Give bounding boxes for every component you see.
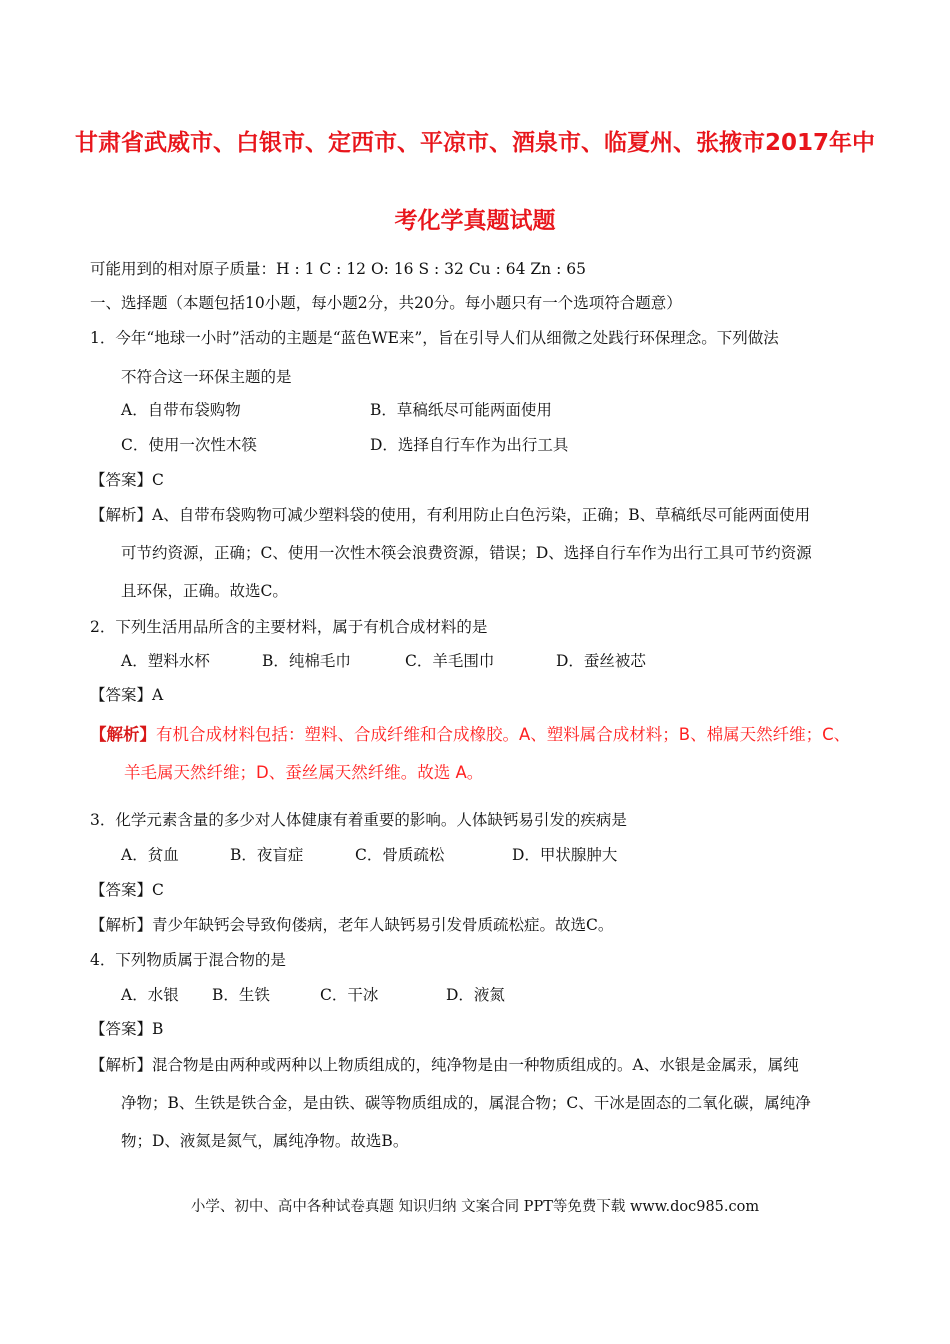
question-3-option-b: B．夜盲症 (230, 846, 304, 864)
question-3-option-a: A．贫血 (121, 846, 179, 864)
analysis-text: 青少年缺钙会导致佝偻病，老年人缺钙易引发骨质疏松症。故选C。 (152, 916, 614, 934)
footer-note: 小学、初中、高中各种试卷真题 知识归纳 文案合同 PPT等免费下载 www.doc985.com (190, 1199, 760, 1215)
question-2-option-c: C．羊毛围巾 (405, 652, 495, 670)
question-4-option-d: D．液氮 (446, 986, 505, 1004)
question-4-option-a: A．水银 (121, 986, 179, 1004)
question-1-answer (90, 470, 164, 490)
question-4-analysis-cont-1: 净物；B、生铁是铁合金，是由铁、碳等物质组成的，属混合物；C、干冰是固态的二氧化碳，属纯净 (121, 1094, 811, 1112)
question-2-stem: 2．下列生活用品所含的主要材料，属于有机合成材料的是 (90, 618, 488, 636)
question-2-option-b: B．纯棉毛巾 (262, 652, 351, 670)
question-1-option-b: B．草稿纸尽可能两面使用 (370, 401, 552, 419)
analysis-label: 【解析】 (90, 725, 156, 744)
question-4-option-c: C．干冰 (320, 986, 379, 1004)
question-3-analysis (90, 915, 613, 935)
question-4-answer (90, 1019, 163, 1039)
analysis-text: 混合物是由两种或两种以上物质组成的，纯净物是由一种物质组成的。A、水银是金属汞，属纯 (152, 1056, 799, 1074)
question-1-analysis (90, 505, 810, 525)
question-3-answer (90, 880, 164, 900)
question-1-option-a: A．自带布袋购物 (121, 401, 241, 419)
answer-label: 【答案】 (90, 881, 153, 899)
answer-value: C (152, 881, 164, 899)
section-heading: 一、选择题（本题包括10小题，每小题2分，共20分。每小题只有一个选项符合题意） (90, 294, 682, 312)
question-4-analysis-cont-2: 物；D、液氮是氮气，属纯净物。故选B。 (121, 1132, 409, 1150)
answer-value: A (152, 686, 164, 704)
question-1-option-d: D．选择自行车作为出行工具 (370, 436, 569, 454)
question-2-option-a: A．塑料水杯 (121, 652, 210, 670)
title-line-2: 考化学真题试题 (394, 208, 556, 234)
question-2-analysis (90, 725, 850, 745)
question-4-analysis (90, 1055, 799, 1075)
answer-value: B (152, 1020, 164, 1038)
question-1-analysis-cont-2: 且环保，正确。故选C。 (121, 582, 288, 600)
answer-label: 【答案】 (90, 686, 153, 704)
question-3-stem: 3．化学元素含量的多少对人体健康有着重要的影响。人体缺钙易引发的疾病是 (90, 811, 627, 829)
answer-label: 【答案】 (90, 1020, 153, 1038)
question-1-option-c: C．使用一次性木筷 (121, 436, 257, 454)
question-1-stem: 1．今年“地球一小时”活动的主题是“蓝色WE来”，旨在引导人们从细微之处践行环保理念。下列做法 (90, 329, 779, 347)
question-3-option-c: C．骨质疏松 (355, 846, 445, 864)
question-1-analysis-cont-1: 可节约资源，正确；C、使用一次性木筷会浪费资源，错误；D、选择自行车作为出行工具可节约资源 (121, 544, 812, 562)
analysis-text: 有机合成材料包括：塑料、合成纤维和合成橡胶。A、塑料属合成材料；B、棉属天然纤维；C、 (156, 725, 851, 744)
question-2-answer (90, 685, 163, 705)
question-1-stem-cont: 不符合这一环保主题的是 (121, 368, 292, 386)
analysis-label: 【解析】 (90, 1056, 153, 1074)
answer-label: 【答案】 (90, 471, 153, 489)
atomic-masses: 可能用到的相对原子质量：H : 1 C : 12 O: 16 S : 32 Cu : 64 Zn : 65 (90, 260, 586, 278)
question-4-option-b: B．生铁 (212, 986, 270, 1004)
title-line-1: 甘肃省武威市、白银市、定西市、平凉市、酒泉市、临夏州、张掖市2017年中 (74, 130, 875, 156)
analysis-text: A、自带布袋购物可减少塑料袋的使用，有利用防止白色污染，正确；B、草稿纸尽可能两面使用 (152, 506, 811, 524)
question-2-option-d: D．蚕丝被芯 (556, 652, 646, 670)
analysis-label: 【解析】 (90, 506, 153, 524)
question-3-option-d: D．甲状腺肿大 (512, 846, 618, 864)
question-4-stem: 4．下列物质属于混合物的是 (90, 951, 286, 969)
answer-value: C (152, 471, 164, 489)
question-2-analysis-cont: 羊毛属天然纤维；D、蚕丝属天然纤维。故选 A。 (124, 763, 484, 782)
analysis-label: 【解析】 (90, 916, 153, 934)
